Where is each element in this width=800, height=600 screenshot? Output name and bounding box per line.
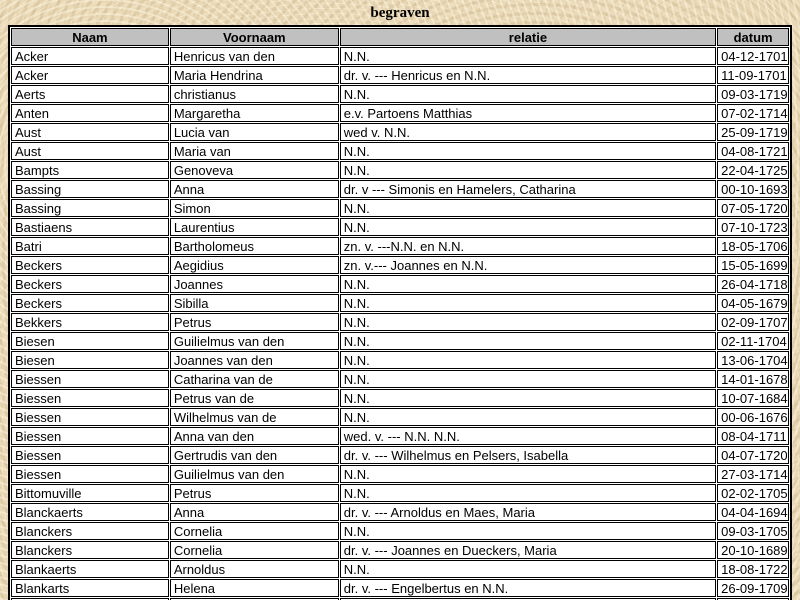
cell-voornaam: christianus [170, 85, 339, 103]
cell-datum: 27-03-1714 [717, 465, 789, 483]
cell-voornaam: Gertrudis van den [170, 446, 339, 464]
cell-datum: 22-04-1725 [717, 161, 789, 179]
cell-naam: Blankarts [11, 579, 169, 597]
cell-naam: Biessen [11, 427, 169, 445]
cell-naam: Bampts [11, 161, 169, 179]
cell-voornaam: Simon [170, 199, 339, 217]
cell-voornaam: Arnoldus [170, 560, 339, 578]
cell-relatie: N.N. [340, 370, 716, 388]
table-row [11, 199, 789, 217]
cell-voornaam: Joannes [170, 275, 339, 293]
table-row [11, 66, 789, 84]
cell-voornaam: Henricus van den [170, 47, 339, 65]
table-row [11, 389, 789, 407]
cell-voornaam: Lucia van [170, 123, 339, 141]
cell-naam: Beckers [11, 294, 169, 312]
records-table [8, 25, 792, 600]
cell-naam: Blankaerts [11, 560, 169, 578]
table-row [11, 427, 789, 445]
column-header-naam: Naam [11, 28, 169, 46]
table-row [11, 85, 789, 103]
column-header-relatie: relatie [340, 28, 716, 46]
cell-naam: Aerts [11, 85, 169, 103]
cell-datum: 00-10-1693 [717, 180, 789, 198]
cell-naam: Beckers [11, 256, 169, 274]
cell-datum: 04-12-1701 [717, 47, 789, 65]
cell-naam: Bekkers [11, 313, 169, 331]
cell-voornaam: Wilhelmus van de [170, 408, 339, 426]
cell-datum: 26-09-1709 [717, 579, 789, 597]
page-title: begraven [370, 5, 430, 21]
column-header-datum: datum [717, 28, 789, 46]
cell-relatie: N.N. [340, 218, 716, 236]
cell-relatie: N.N. [340, 408, 716, 426]
table-row [11, 465, 789, 483]
cell-naam: Acker [11, 47, 169, 65]
cell-voornaam: Cornelia [170, 522, 339, 540]
cell-relatie: N.N. [340, 389, 716, 407]
cell-naam: Bassing [11, 180, 169, 198]
cell-naam: Aust [11, 142, 169, 160]
table-row [11, 294, 789, 312]
cell-datum: 15-05-1699 [717, 256, 789, 274]
cell-naam: Bittomuville [11, 484, 169, 502]
cell-relatie: N.N. [340, 465, 716, 483]
cell-relatie: N.N. [340, 199, 716, 217]
cell-naam: Biesen [11, 351, 169, 369]
cell-relatie: N.N. [340, 313, 716, 331]
cell-voornaam: Helena [170, 579, 339, 597]
cell-voornaam: Anna [170, 180, 339, 198]
cell-naam: Biesen [11, 332, 169, 350]
table-row [11, 256, 789, 274]
cell-voornaam: Guilielmus van den [170, 332, 339, 350]
cell-relatie: wed v. N.N. [340, 123, 716, 141]
table-row [11, 47, 789, 65]
cell-relatie: N.N. [340, 47, 716, 65]
cell-datum: 09-03-1719 [717, 85, 789, 103]
table-row [11, 218, 789, 236]
table-row [11, 104, 789, 122]
cell-relatie: N.N. [340, 332, 716, 350]
cell-relatie: N.N. [340, 522, 716, 540]
cell-datum: 11-09-1701 [717, 66, 789, 84]
header-row [11, 28, 789, 46]
cell-voornaam: Anna [170, 503, 339, 521]
cell-relatie: zn. v. ---N.N. en N.N. [340, 237, 716, 255]
table-row [11, 446, 789, 464]
cell-relatie: dr. v. --- Henricus en N.N. [340, 66, 716, 84]
page [0, 4, 800, 600]
cell-datum: 18-05-1706 [717, 237, 789, 255]
cell-datum: 18-08-1722 [717, 560, 789, 578]
cell-voornaam: Bartholomeus [170, 237, 339, 255]
cell-relatie: N.N. [340, 275, 716, 293]
cell-naam: Acker [11, 66, 169, 84]
cell-datum: 25-09-1719 [717, 123, 789, 141]
cell-datum: 04-04-1694 [717, 503, 789, 521]
cell-datum: 04-07-1720 [717, 446, 789, 464]
cell-voornaam: Genoveva [170, 161, 339, 179]
cell-datum: 00-06-1676 [717, 408, 789, 426]
cell-naam: Blanckers [11, 522, 169, 540]
cell-datum: 02-09-1707 [717, 313, 789, 331]
cell-relatie: dr. v. --- Engelbertus en N.N. [340, 579, 716, 597]
cell-relatie: N.N. [340, 484, 716, 502]
cell-datum: 10-07-1684 [717, 389, 789, 407]
cell-relatie: e.v. Partoens Matthias [340, 104, 716, 122]
cell-relatie: N.N. [340, 294, 716, 312]
cell-voornaam: Aegidius [170, 256, 339, 274]
cell-datum: 07-10-1723 [717, 218, 789, 236]
table-row [11, 408, 789, 426]
table-row [11, 541, 789, 559]
table-row [11, 484, 789, 502]
cell-voornaam: Petrus [170, 484, 339, 502]
cell-naam: Bastiaens [11, 218, 169, 236]
cell-voornaam: Anna van den [170, 427, 339, 445]
cell-naam: Blanckaerts [11, 503, 169, 521]
cell-voornaam: Margaretha [170, 104, 339, 122]
table-row [11, 161, 789, 179]
table-row [11, 522, 789, 540]
cell-voornaam: Maria van [170, 142, 339, 160]
table-row [11, 142, 789, 160]
cell-datum: 13-06-1704 [717, 351, 789, 369]
cell-naam: Biessen [11, 389, 169, 407]
cell-relatie: dr. v. --- Wilhelmus en Pelsers, Isabella [340, 446, 716, 464]
cell-voornaam: Petrus [170, 313, 339, 331]
cell-naam: Biessen [11, 408, 169, 426]
cell-relatie: N.N. [340, 85, 716, 103]
cell-voornaam: Guilielmus van den [170, 465, 339, 483]
table-row [11, 560, 789, 578]
cell-voornaam: Laurentius [170, 218, 339, 236]
cell-datum: 04-05-1679 [717, 294, 789, 312]
cell-naam: Biessen [11, 465, 169, 483]
cell-voornaam: Cornelia [170, 541, 339, 559]
cell-naam: Biessen [11, 370, 169, 388]
table-row [11, 313, 789, 331]
cell-relatie: N.N. [340, 560, 716, 578]
cell-voornaam: Maria Hendrina [170, 66, 339, 84]
cell-relatie: wed. v. --- N.N. N.N. [340, 427, 716, 445]
cell-relatie: dr. v --- Simonis en Hamelers, Catharina [340, 180, 716, 198]
cell-voornaam: Catharina van de [170, 370, 339, 388]
cell-relatie: dr. v. --- Arnoldus en Maes, Maria [340, 503, 716, 521]
table-row [11, 123, 789, 141]
cell-relatie: N.N. [340, 161, 716, 179]
table-row [11, 351, 789, 369]
cell-relatie: zn. v.--- Joannes en N.N. [340, 256, 716, 274]
cell-datum: 26-04-1718 [717, 275, 789, 293]
table-header [11, 28, 789, 46]
cell-datum: 04-08-1721 [717, 142, 789, 160]
table-row [11, 579, 789, 597]
cell-datum: 07-02-1714 [717, 104, 789, 122]
table-row [11, 180, 789, 198]
cell-naam: Batri [11, 237, 169, 255]
cell-datum: 14-01-1678 [717, 370, 789, 388]
cell-datum: 08-04-1711 [717, 427, 789, 445]
cell-naam: Aust [11, 123, 169, 141]
cell-relatie: dr. v. --- Joannes en Dueckers, Maria [340, 541, 716, 559]
cell-voornaam: Sibilla [170, 294, 339, 312]
table-row [11, 332, 789, 350]
cell-naam: Blanckers [11, 541, 169, 559]
cell-datum: 09-03-1705 [717, 522, 789, 540]
cell-naam: Biessen [11, 446, 169, 464]
cell-naam: Bassing [11, 199, 169, 217]
cell-datum: 20-10-1689 [717, 541, 789, 559]
table-body [11, 47, 789, 600]
cell-naam: Anten [11, 104, 169, 122]
cell-voornaam: Joannes van den [170, 351, 339, 369]
column-header-voornaam: Voornaam [170, 28, 339, 46]
cell-relatie: N.N. [340, 142, 716, 160]
cell-relatie: N.N. [340, 351, 716, 369]
cell-datum: 07-05-1720 [717, 199, 789, 217]
table-row [11, 275, 789, 293]
cell-naam: Beckers [11, 275, 169, 293]
cell-datum: 02-11-1704 [717, 332, 789, 350]
cell-datum: 02-02-1705 [717, 484, 789, 502]
table-row [11, 370, 789, 388]
cell-voornaam: Petrus van de [170, 389, 339, 407]
table-row [11, 237, 789, 255]
table-row [11, 503, 789, 521]
